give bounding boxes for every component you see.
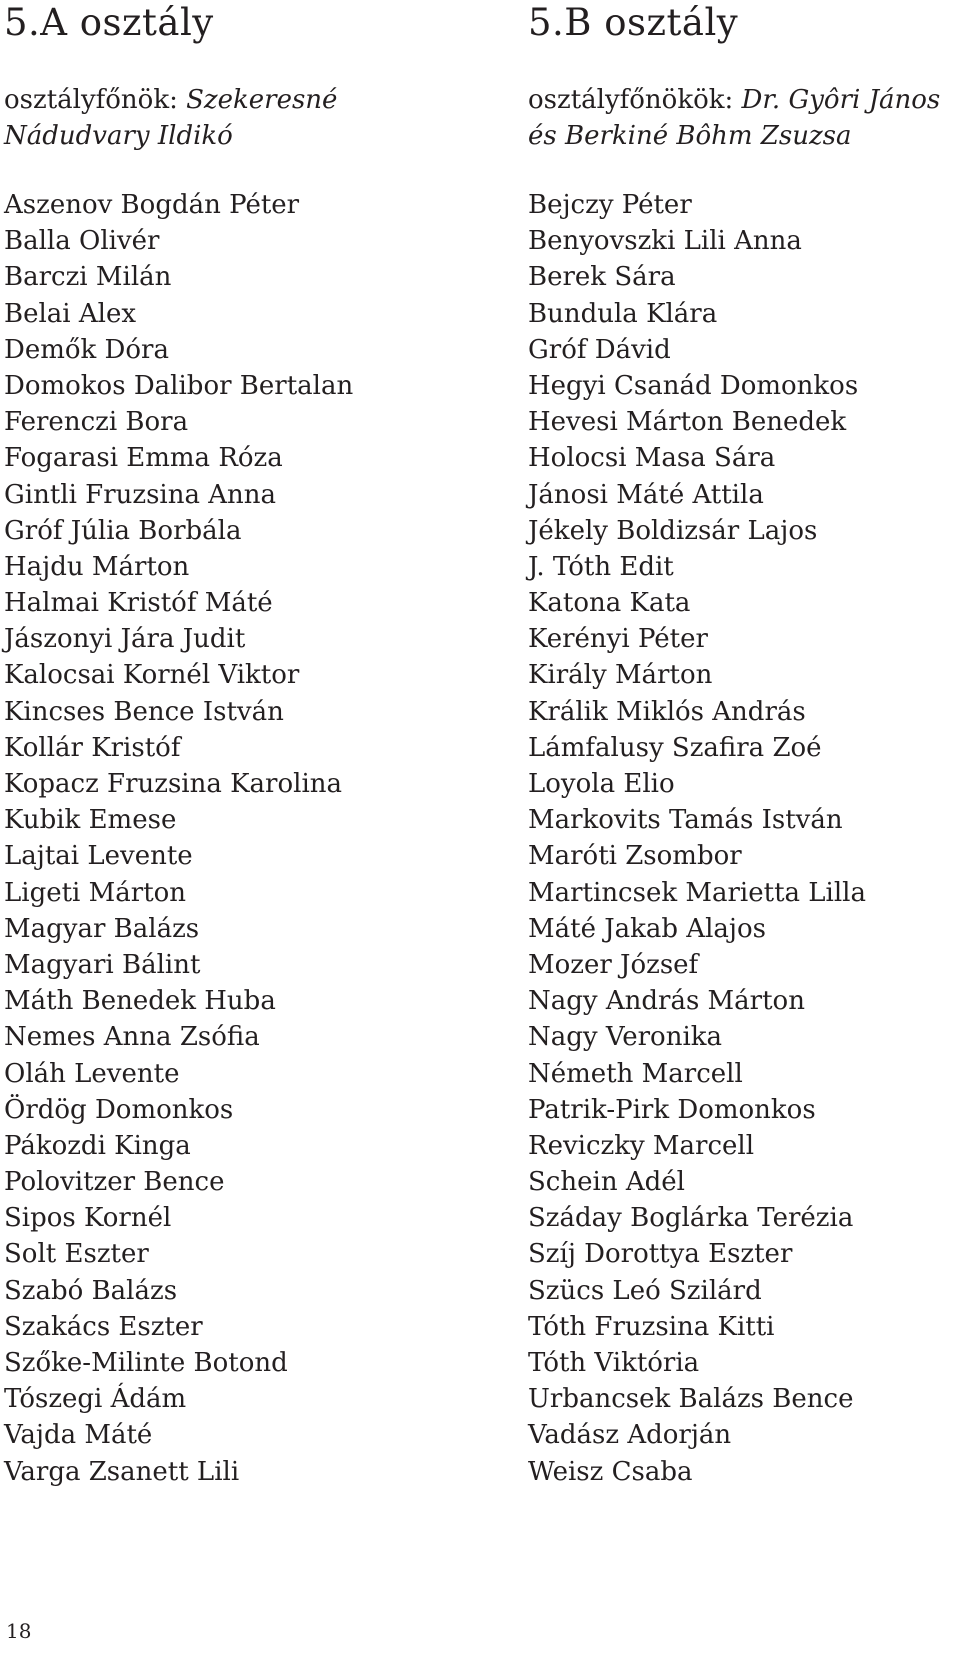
student-name: Fogarasi Emma Róza xyxy=(4,443,283,474)
student-name: Vadász Adorján xyxy=(528,1420,732,1451)
student-name: Berek Sára xyxy=(528,262,676,293)
student-name: Mozer József xyxy=(528,949,699,980)
page-number: 18 xyxy=(6,1619,32,1643)
student-name: Nemes Anna Zsófia xyxy=(4,1022,260,1053)
student-name: Kopacz Fruzsina Karolina xyxy=(4,769,343,799)
class-b-teacher-label: osztályfőnökök: xyxy=(528,85,742,115)
student-name: Aszenov Bogdán Péter xyxy=(4,190,300,220)
student-name: Ligeti Márton xyxy=(4,877,187,908)
student-name: Sipos Kornél xyxy=(4,1203,172,1234)
student-name: Kerényi Péter xyxy=(528,624,708,655)
class-a-student-list xyxy=(4,187,474,1490)
student-name: Hevesi Márton Benedek xyxy=(528,407,847,438)
class-b-column xyxy=(528,0,958,1490)
class-a-teacher-name-line1: Szekeresné xyxy=(186,85,338,115)
student-name: Weisz Csaba xyxy=(528,1456,693,1487)
student-name: Halmai Kristóf Máté xyxy=(4,588,273,619)
student-name: Loyola Elio xyxy=(528,769,675,799)
class-b-teacher xyxy=(528,82,958,154)
student-name: Kincses Bence István xyxy=(4,696,284,727)
student-name: Jánosi Máté Attila xyxy=(528,479,764,510)
student-name: Benyovszki Lili Anna xyxy=(528,226,802,257)
student-name: Ördög Domonkos xyxy=(4,1094,234,1125)
student-name: Tószegi Ádám xyxy=(4,1384,187,1415)
student-name: Máté Jakab Alajos xyxy=(528,913,766,944)
student-name: Jékely Boldizsár Lajos xyxy=(528,515,818,546)
student-name: Tóth Viktória xyxy=(528,1348,700,1378)
student-name: Holocsi Masa Sára xyxy=(528,443,776,474)
student-name: Gróf Júlia Borbála xyxy=(4,515,242,546)
student-name: Králik Miklós András xyxy=(528,696,806,727)
student-name: Gróf Dávid xyxy=(528,334,671,365)
student-name: Barczi Milán xyxy=(4,262,172,293)
student-name: Magyari Bálint xyxy=(4,949,201,980)
class-b-teacher-name-line2: és Berkiné Bôhm Zsuzsa xyxy=(528,121,852,151)
class-a-teacher xyxy=(4,82,474,154)
student-name: Kubik Emese xyxy=(4,805,177,836)
student-name: Szabó Balázs xyxy=(4,1275,178,1306)
class-a-column xyxy=(4,0,474,1490)
student-name: Németh Marcell xyxy=(528,1058,743,1089)
class-a-title: 5.A osztály xyxy=(4,1,214,44)
class-a-teacher-label: osztályfőnök: xyxy=(4,85,187,115)
student-name: Hegyi Csanád Domonkos xyxy=(528,370,859,401)
student-name: Szakács Eszter xyxy=(4,1311,203,1342)
student-name: Oláh Levente xyxy=(4,1058,180,1089)
class-b-teacher-name-line1: Dr. Gyôri János xyxy=(741,85,941,115)
student-name: Kalocsai Kornél Viktor xyxy=(4,660,300,691)
student-name: Bejczy Péter xyxy=(528,190,692,220)
student-name: Vajda Máté xyxy=(4,1420,153,1451)
student-name: Nagy Veronika xyxy=(528,1022,723,1053)
class-b-student-list xyxy=(528,187,958,1490)
class-b-title: 5.B osztály xyxy=(528,1,739,44)
student-name: Nagy András Márton xyxy=(528,986,805,1017)
student-name: Lajtai Levente xyxy=(4,841,193,872)
student-name: Kollár Kristóf xyxy=(4,732,181,763)
student-name: Domokos Dalibor Bertalan xyxy=(4,370,354,401)
student-name: Polovitzer Bence xyxy=(4,1167,225,1198)
student-name: Gintli Fruzsina Anna xyxy=(4,479,277,510)
student-name: Magyar Balázs xyxy=(4,913,200,944)
student-name: Patrik-Pirk Domonkos xyxy=(528,1094,816,1125)
student-name: Demők Dóra xyxy=(4,334,169,365)
student-name: Szíj Dorottya Eszter xyxy=(528,1239,793,1270)
student-name: Balla Olivér xyxy=(4,226,160,257)
student-name: Martincsek Marietta Lilla xyxy=(528,877,866,908)
student-name: Schein Adél xyxy=(528,1167,685,1198)
student-name: Tóth Fruzsina Kitti xyxy=(528,1311,775,1342)
student-name: Belai Alex xyxy=(4,298,137,329)
student-name: Máth Benedek Huba xyxy=(4,986,276,1017)
student-name: Hajdu Márton xyxy=(4,551,190,582)
student-name: Pákozdi Kinga xyxy=(4,1130,191,1161)
student-name: Reviczky Marcell xyxy=(528,1130,755,1161)
student-name: Katona Kata xyxy=(528,588,691,619)
student-name: Szücs Leó Szilárd xyxy=(528,1275,762,1306)
student-name: J. Tóth Edit xyxy=(528,551,674,582)
student-name: Száday Boglárka Terézia xyxy=(528,1203,854,1234)
student-name: Markovits Tamás István xyxy=(528,805,843,836)
student-name: Solt Eszter xyxy=(4,1239,149,1270)
class-a-teacher-name-line2: Nádudvary Ildikó xyxy=(4,121,233,151)
student-name: Jászonyi Jára Judit xyxy=(4,624,246,655)
student-name: Lámfalusy Szafira Zoé xyxy=(528,732,822,763)
student-name: Varga Zsanett Lili xyxy=(4,1456,240,1487)
student-name: Urbancsek Balázs Bence xyxy=(528,1384,854,1415)
student-name: Király Márton xyxy=(528,660,713,691)
student-name: Szőke-Milinte Botond xyxy=(4,1348,288,1378)
student-name: Ferenczi Bora xyxy=(4,407,189,438)
student-name: Maróti Zsombor xyxy=(528,841,742,872)
student-name: Bundula Klára xyxy=(528,298,718,329)
